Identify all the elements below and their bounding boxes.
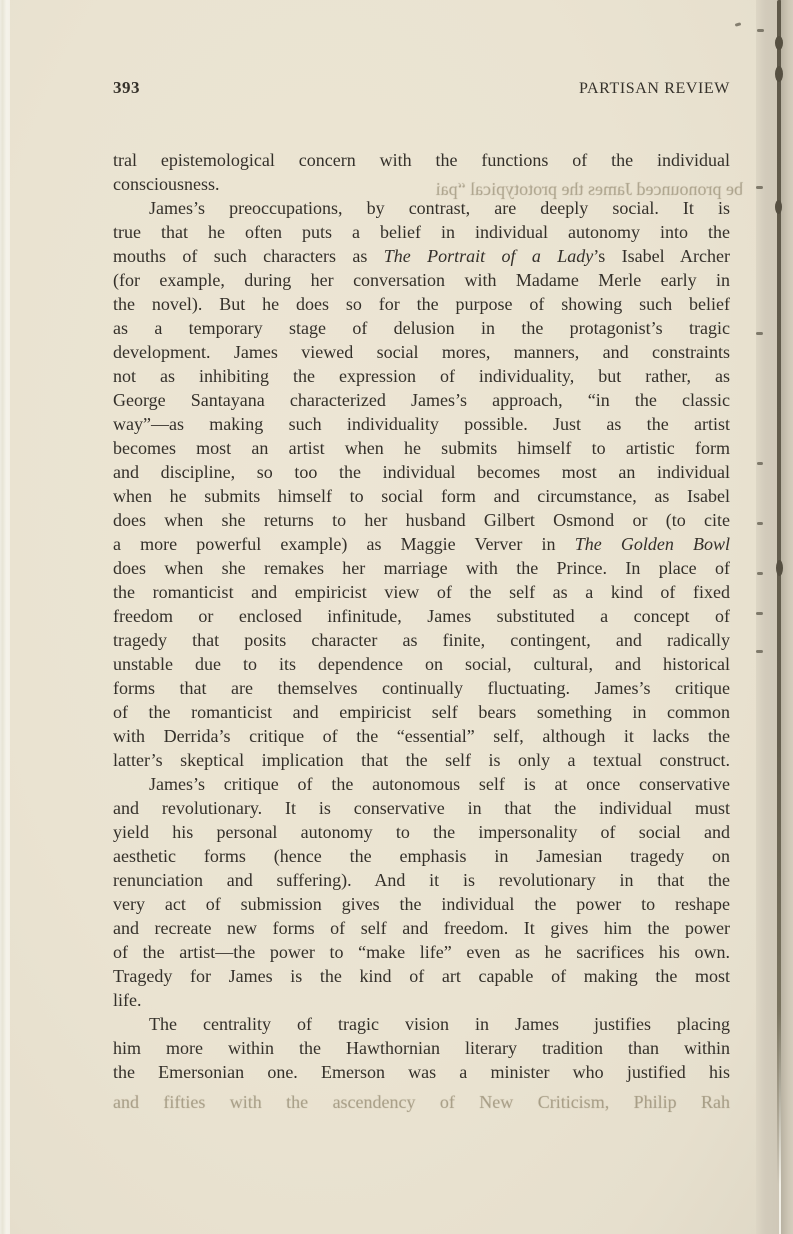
text-segment: and revolutionary. It is conservative in that the individual must bbox=[113, 798, 730, 818]
text-segment: way”—as making such individuality possible. Just as the artist bbox=[113, 414, 730, 434]
text-segment: a more powerful example) as Maggie Verver in bbox=[113, 534, 575, 554]
text-segment: tral epistemological concern with the functions of the individual bbox=[113, 150, 730, 170]
article-body bbox=[113, 148, 730, 1084]
text-segment: development. James viewed social mores, manners, and constraints bbox=[113, 342, 730, 362]
text-line bbox=[113, 556, 730, 580]
page-edge-mark bbox=[756, 332, 763, 335]
text-segment: renunciation and suffering). And it is revolutionary in that the bbox=[113, 870, 730, 890]
text-line bbox=[113, 748, 730, 772]
text-line bbox=[113, 1012, 730, 1036]
text-segment: George Santayana characterized James’s approach, “in the classic bbox=[113, 390, 730, 410]
text-segment: mouths of such characters as bbox=[113, 246, 384, 266]
text-line bbox=[113, 916, 730, 940]
text-line bbox=[113, 196, 730, 220]
text-segment: James’s critique of the autonomous self is at once conservative bbox=[149, 774, 730, 794]
text-line bbox=[113, 1036, 730, 1060]
paragraph bbox=[113, 196, 730, 772]
text-segment: forms that are themselves continually fluctuating. James’s critique bbox=[113, 678, 730, 698]
text-line bbox=[113, 484, 730, 508]
text-segment: the Emersonian one. Emerson was a minister who justified his bbox=[113, 1062, 730, 1082]
text-segment: the novel). But he does so for the purpose of showing such belief bbox=[113, 294, 730, 314]
text-line bbox=[113, 772, 730, 796]
text-line bbox=[113, 268, 730, 292]
paragraph bbox=[113, 148, 730, 196]
text-line bbox=[113, 460, 730, 484]
text-segment: aesthetic forms (hence the emphasis in Jamesian tragedy on bbox=[113, 846, 730, 866]
text-line bbox=[113, 796, 730, 820]
text-segment: tragedy that posits character as finite, contingent, and radically bbox=[113, 630, 730, 650]
text-line bbox=[113, 388, 730, 412]
text-line bbox=[113, 340, 730, 364]
text-line bbox=[113, 508, 730, 532]
page-edge-mark bbox=[757, 572, 763, 575]
text-line bbox=[113, 148, 730, 172]
text-segment: with Derrida’s critique of the “essential” self, although it lacks the bbox=[113, 726, 730, 746]
text-segment: consciousness. bbox=[113, 174, 220, 194]
text-line bbox=[113, 532, 730, 556]
journal-title: PARTISAN REVIEW bbox=[578, 80, 730, 97]
italic-title-text: The Portrait of a Lady bbox=[383, 246, 594, 266]
italic-title-text: The Golden Bowl bbox=[574, 534, 730, 554]
paragraph bbox=[113, 772, 730, 1012]
page-edge-bump bbox=[776, 560, 783, 576]
page-edge-mark bbox=[757, 522, 763, 525]
text-segment: and discipline, so too the individual becomes most an individual bbox=[113, 462, 730, 482]
text-line bbox=[113, 724, 730, 748]
text-line bbox=[113, 580, 730, 604]
text-line bbox=[113, 652, 730, 676]
page-number: 393 bbox=[113, 78, 140, 97]
text-line bbox=[113, 436, 730, 460]
running-head bbox=[113, 78, 730, 98]
text-segment: freedom or enclosed infinitude, James substituted a concept of bbox=[113, 606, 730, 626]
page-edge-outer bbox=[781, 0, 793, 1234]
text-segment: ’s Isabel Archer bbox=[593, 246, 730, 266]
text-line bbox=[113, 868, 730, 892]
page-edge-mark bbox=[757, 29, 764, 32]
text-segment: the romanticist and empiricist view of the self as a kind of fixed bbox=[113, 582, 730, 602]
text-segment: yield his personal autonomy to the impersonality of social and bbox=[113, 822, 730, 842]
bleedthrough-line: be pronounced James the prototypical “pai bbox=[435, 179, 743, 199]
text-line bbox=[113, 628, 730, 652]
text-line bbox=[113, 244, 730, 268]
page-edge-bump bbox=[775, 66, 783, 82]
paragraph bbox=[113, 1012, 730, 1084]
text-line bbox=[113, 940, 730, 964]
text-line bbox=[113, 892, 730, 916]
text-line bbox=[113, 412, 730, 436]
text-segment: not as inhibiting the expression of individuality, but rather, as bbox=[113, 366, 730, 386]
text-segment: unstable due to its dependence on social, cultural, and historical bbox=[113, 654, 730, 674]
text-segment: and recreate new forms of self and freedom. It gives him the power bbox=[113, 918, 730, 938]
page-edge-mark bbox=[756, 650, 763, 653]
text-segment: him more within the Hawthornian literary tradition than within bbox=[113, 1038, 730, 1058]
page-edge-mark bbox=[756, 612, 763, 615]
text-line bbox=[113, 1060, 730, 1084]
text-segment: (for example, during her conversation with Madame Merle early in bbox=[113, 270, 730, 290]
text-segment: latter’s skeptical implication that the self is only a textual construct. bbox=[113, 750, 730, 770]
text-segment: James’s preoccupations, by contrast, are deeply social. It is bbox=[149, 198, 730, 218]
text-line bbox=[113, 220, 730, 244]
text-line bbox=[113, 964, 730, 988]
text-segment: of the artist—the power to “make life” even as he sacrifices his own. bbox=[113, 942, 730, 962]
text-line bbox=[113, 844, 730, 868]
text-segment: life. bbox=[113, 990, 142, 1010]
text-segment: very act of submission gives the individual the power to reshape bbox=[113, 894, 730, 914]
text-segment: true that he often puts a belief in individual autonomy into the bbox=[113, 222, 730, 242]
text-segment: does when she remakes her marriage with the Prince. In place of bbox=[113, 558, 730, 578]
text-segment: when he submits himself to social form and circumstance, as Isabel bbox=[113, 486, 730, 506]
text-segment: as a temporary stage of delusion in the protagonist’s tragic bbox=[113, 318, 730, 338]
page-edge-bump bbox=[775, 200, 782, 214]
text-segment: The centrality of tragic vision in James justifies placing bbox=[149, 1014, 730, 1034]
text-line bbox=[113, 604, 730, 628]
page-edge-bump bbox=[775, 36, 783, 50]
page-edge-mark bbox=[756, 186, 763, 189]
text-segment: Tragedy for James is the kind of art capable of making the most bbox=[113, 966, 730, 986]
text-segment: becomes most an artist when he submits himself to artistic form bbox=[113, 438, 730, 458]
bleedthrough-line: and fifties with the ascendency of New Criticism, Philip Rah bbox=[113, 1092, 730, 1112]
text-line bbox=[113, 700, 730, 724]
text-line bbox=[113, 316, 730, 340]
text-line bbox=[113, 820, 730, 844]
text-line bbox=[113, 988, 730, 1012]
text-line bbox=[113, 364, 730, 388]
text-line bbox=[113, 172, 730, 196]
text-segment: does when she returns to her husband Gilbert Osmond or (to cite bbox=[113, 510, 730, 530]
text-line bbox=[113, 676, 730, 700]
text-line bbox=[113, 292, 730, 316]
page-edge-mark bbox=[757, 462, 763, 465]
text-segment: of the romanticist and empiricist self bears something in common bbox=[113, 702, 730, 722]
